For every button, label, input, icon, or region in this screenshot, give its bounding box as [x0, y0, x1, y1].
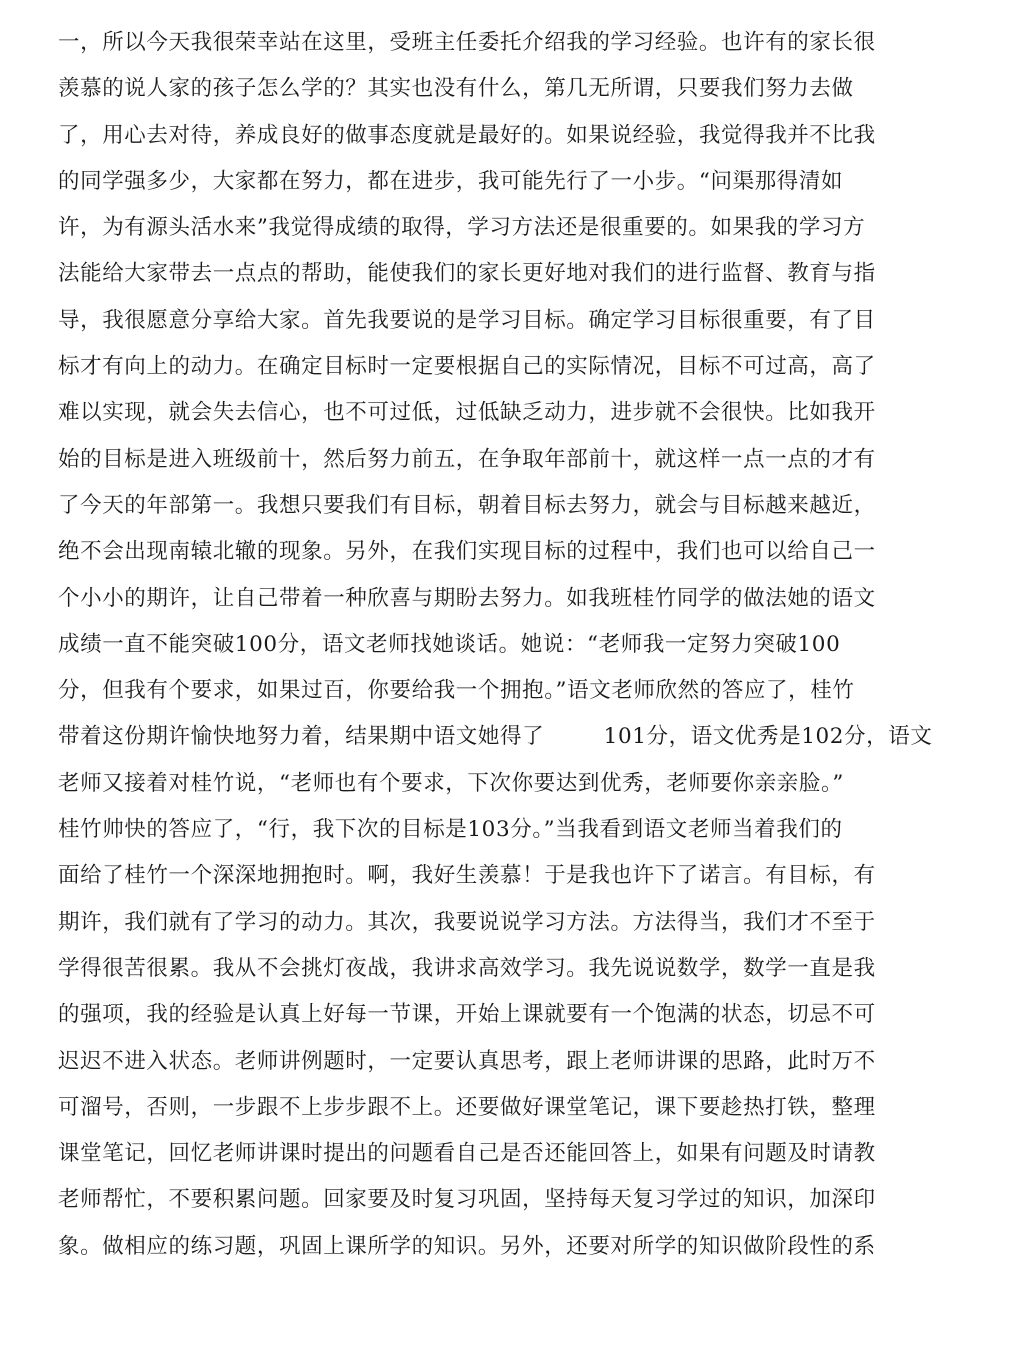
text-line: 老师又接着对桂竹说，“老师也有个要求，下次你要达到优秀，老师要你亲亲脸。”: [58, 770, 844, 796]
text-line: 绝不会出现南辕北辙的现象。另外，在我们实现目标的过程中，我们也可以给自己一: [58, 539, 876, 565]
text-line: 羡慕的说人家的孩子怎么学的？其实也没有什么，第几无所谓，只要我们努力去做: [58, 76, 854, 102]
text-line: 成绩一直不能突破100分，语文老师找她谈话。她说：“老师我一定努力突破100: [58, 631, 841, 657]
body-text: [58, 22, 998, 1272]
text-line: 标才有向上的动力。在确定目标时一定要根据自己的实际情况，目标不可过高，高了: [58, 354, 876, 380]
text-line: 期许，我们就有了学习的动力。其次，我要说说学习方法。方法得当，我们才不至于: [58, 909, 876, 935]
text-line: 课堂笔记，回忆老师讲课时提出的问题看自己是否还能回答上，如果有问题及时请教: [58, 1141, 876, 1167]
text-line: 的强项，我的经验是认真上好每一节课，开始上课就要有一个饱满的状态，切忌不可: [58, 1002, 876, 1028]
text-line: 可溜号，否则，一步跟不上步步跟不上。还要做好课堂笔记，课下要趁热打铁，整理: [58, 1094, 876, 1120]
text-line: 导，我很愿意分享给大家。首先我要说的是学习目标。确定学习目标很重要，有了目: [58, 307, 876, 333]
text-line: 法能给大家带去一点点的帮助，能使我们的家长更好地对我们的进行监督、教育与指: [58, 261, 876, 287]
text-line: 始的目标是进入班级前十，然后努力前五，在争取年部前十，就这样一点一点的才有: [58, 446, 876, 472]
text-line: 分，但我有个要求，如果过百，你要给我一个拥抱。”语文老师欣然的答应了，桂竹: [58, 678, 855, 704]
text-line: 迟迟不进入状态。老师讲例题时，一定要认真思考，跟上老师讲课的思路，此时万不: [58, 1048, 876, 1074]
text-line: 个小小的期许，让自己带着一种欣喜与期盼去努力。如我班桂竹同学的做法她的语文: [58, 585, 876, 611]
text-line: 难以实现，就会失去信心，也不可过低，过低缺乏动力，进步就不会很快。比如我开: [58, 400, 876, 426]
text-line: 桂竹帅快的答应了，“行，我下次的目标是103分。”当我看到语文老师当着我们的: [58, 817, 843, 843]
text-line: 了今天的年部第一。我想只要我们有目标，朝着目标去努力，就会与目标越来越近，: [58, 492, 876, 518]
text-line: 面给了桂竹一个深深地拥抱时。啊，我好生羡慕！于是我也许下了诺言。有目标，有: [58, 863, 876, 889]
text-line: 许，为有源头活水来”我觉得成绩的取得，学习方法还是很重要的。如果我的学习方: [58, 215, 866, 241]
text-line: 的同学强多少，大家都在努力，都在进步，我可能先行了一小步。“问渠那得清如: [58, 168, 844, 194]
text-line: 带着这份期许愉快地努力着，结果期中语文她得了 101分，语文优秀是102分，语文: [58, 724, 933, 750]
text-line: 了，用心去对待，养成良好的做事态度就是最好的。如果说经验，我觉得我并不比我: [58, 122, 876, 148]
text-line: 象。做相应的练习题，巩固上课所学的知识。另外，还要对所学的知识做阶段性的系: [58, 1233, 876, 1259]
text-line: 学得很苦很累。我从不会挑灯夜战，我讲求高效学习。我先说说数学，数学一直是我: [58, 955, 876, 981]
text-line: 一，所以今天我很荣幸站在这里，受班主任委托介绍我的学习经验。也许有的家长很: [58, 30, 876, 55]
text-line: 老师帮忙，不要积累问题。回家要及时复习巩固，坚持每天复习学过的知识，加深印: [58, 1187, 876, 1213]
